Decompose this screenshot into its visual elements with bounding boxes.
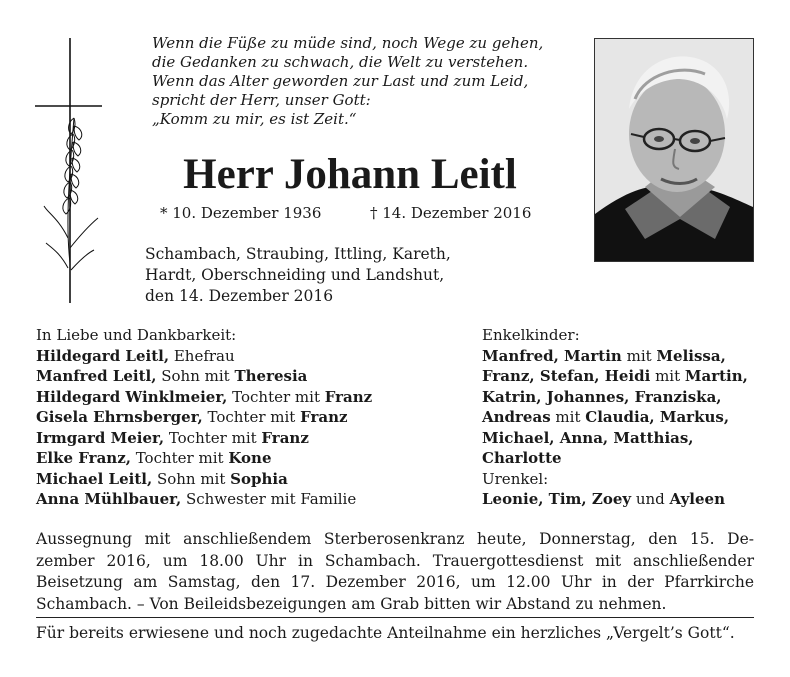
list-item: Manfred, Martin mit Melissa, [482, 346, 726, 365]
portrait-photo [594, 38, 754, 262]
list-item: Katrin, Johannes, Franziska, [482, 387, 722, 406]
list-item: Michael Leitl, Sohn mit Sophia [36, 469, 288, 488]
list-item: Manfred Leitl, Sohn mit Theresia [36, 367, 308, 385]
grandchildren-list [482, 325, 772, 510]
thanks-line: Für bereits erwiesene und noch zugedachte Anteilnahme ein herzliches „Vergelt’s Gott“. [36, 624, 735, 642]
poem-line: Wenn das Alter geworden zur Last und zum Leid, [152, 72, 529, 90]
places-line: den 14. Dezember 2016 [145, 287, 334, 305]
mourners-list [36, 325, 456, 510]
poem-line: Wenn die Füße zu müde sind, noch Wege zu gehen, [152, 34, 544, 52]
list-item: Leonie, Tim, Zoey und Ayleen [482, 490, 725, 508]
list-item: Charlotte [482, 449, 562, 467]
poem-line: spricht der Herr, unser Gott: [152, 91, 371, 109]
great-grandchildren-heading: Urenkel: [482, 469, 549, 488]
list-item: Michael, Anna, Matthias, [482, 428, 694, 447]
poem-line: die Gedanken zu schwach, die Welt zu verstehen. [152, 53, 529, 71]
grandchildren-heading: Enkelkinder: [482, 326, 580, 344]
cross-with-wheat-icon [30, 38, 110, 303]
places-line: Hardt, Oberschneiding und Landshut, [145, 266, 445, 284]
list-item: Irmgard Meier, Tochter mit Franz [36, 428, 309, 447]
funeral-line: Schambach. – Von Beileidsbezeigungen am Grab bitten wir Abstand zu nehmen. [36, 594, 667, 613]
list-item: Hildegard Winklmeier, Tochter mit Franz [36, 387, 373, 406]
list-item: Hildegard Leitl, Ehefrau [36, 346, 235, 365]
list-item: Andreas mit Claudia, Markus, [482, 408, 730, 426]
places-and-date [145, 244, 505, 307]
list-item: Franz, Stefan, Heidi mit Martin, [482, 367, 748, 385]
funeral-line: zember 2016, um 18.00 Uhr in Schambach. Trauergottesdienst mit anschließender [36, 551, 754, 570]
funeral-line: Aussegnung mit anschließendem Sterberosenkranz heute, Donnerstag, den 15. De- [36, 530, 754, 548]
birth-date: * 10. Dezember 1936 [160, 204, 322, 222]
mourners-heading: In Liebe und Dankbarkeit: [36, 326, 237, 344]
divider [36, 617, 754, 618]
list-item: Elke Franz, Tochter mit Kone [36, 449, 272, 467]
poem-line: „Komm zu mir, es ist Zeit.“ [152, 110, 357, 128]
places-line: Schambach, Straubing, Ittling, Kareth, [145, 245, 451, 263]
death-date: † 14. Dezember 2016 [370, 204, 532, 222]
deceased-name: Herr Johann Leitl [183, 151, 517, 198]
funeral-line: Beisetzung am Samstag, den 17. Dezember 2016, um 12.00 Uhr in der Pfarrkirche [36, 573, 754, 591]
list-item: Gisela Ehrnsberger, Tochter mit Franz [36, 408, 348, 426]
list-item: Anna Mühlbauer, Schwester mit Familie [36, 490, 357, 508]
funeral-notice [36, 529, 754, 615]
poem [152, 34, 572, 129]
